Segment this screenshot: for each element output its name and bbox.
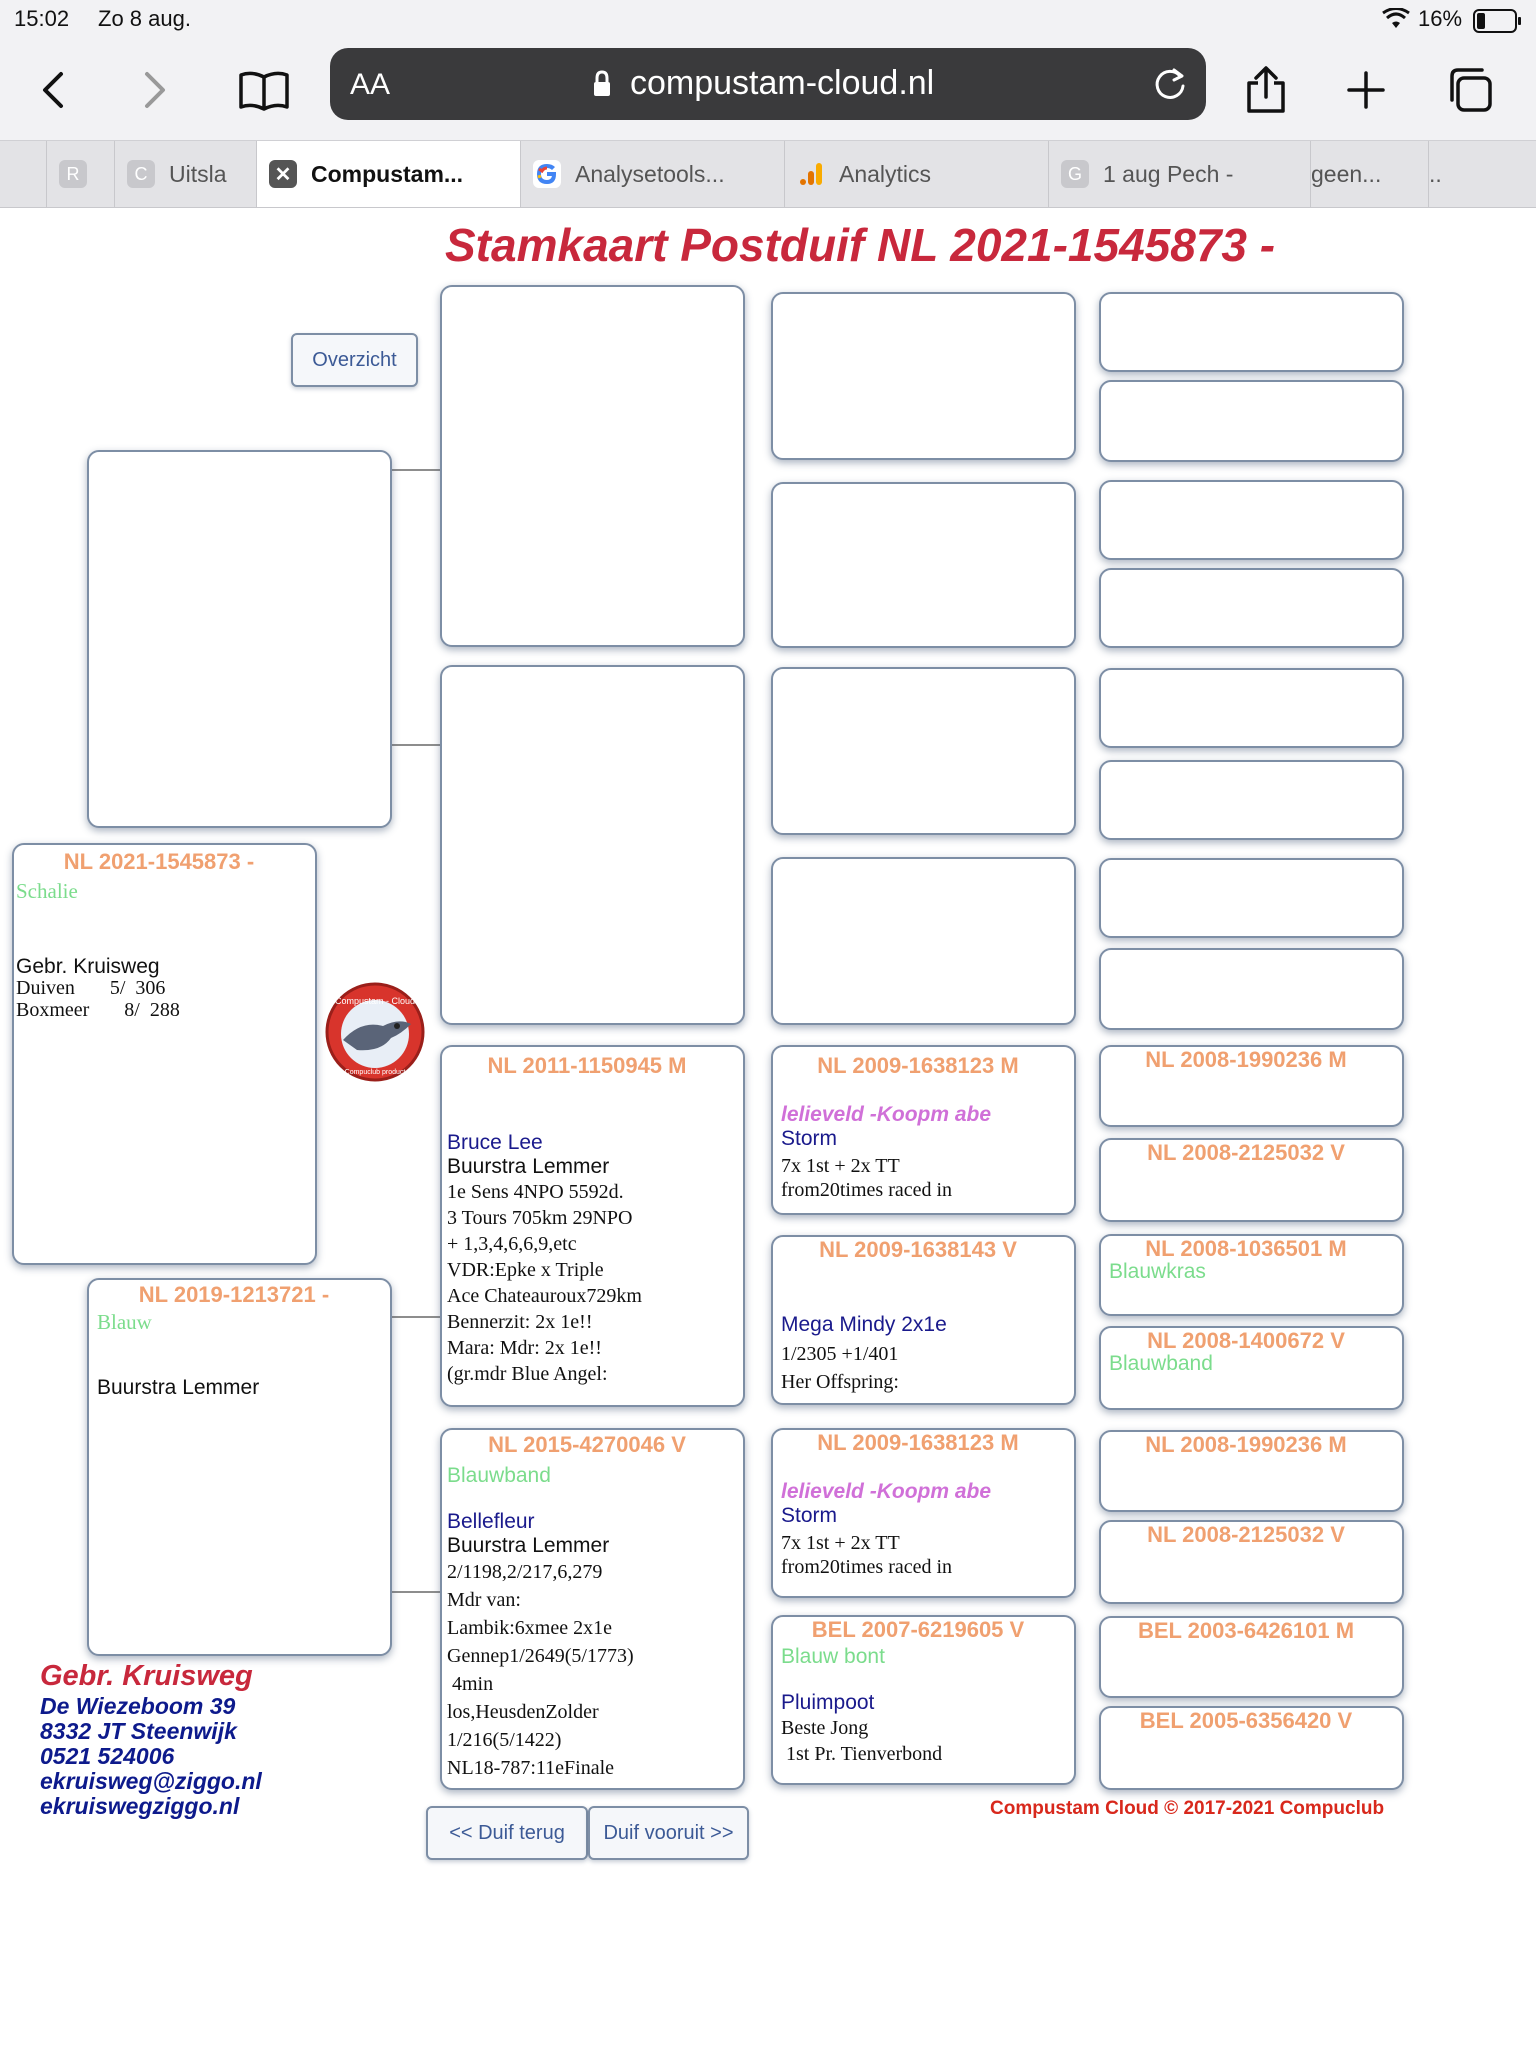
mmf-card[interactable] (771, 1428, 1076, 1598)
gen4-card[interactable] (1099, 568, 1404, 648)
plus-icon (1346, 70, 1386, 110)
connector-line (392, 1591, 440, 1593)
tabs-icon (1446, 66, 1494, 114)
gen4-card[interactable] (1099, 380, 1404, 462)
url-text: compustam-cloud.nl (630, 64, 935, 102)
tab-label: 1 aug Pech - (1103, 160, 1234, 187)
tab-bar (0, 140, 1536, 208)
note-line: Lambik:6xmee 2x1e (447, 1617, 612, 1639)
status-date: Zo 8 aug. (98, 6, 191, 31)
gen4-card[interactable] (1099, 292, 1404, 372)
new-tab-button[interactable] (1334, 58, 1398, 122)
tab-4[interactable] (520, 141, 785, 207)
contact-line: 0521 524006 (40, 1743, 175, 1769)
gen4-ring: BEL 2003-6426101 M (1137, 1618, 1355, 1643)
share-icon (1244, 65, 1288, 115)
chevron-right-icon (139, 70, 169, 110)
tab-8[interactable] (1428, 141, 1536, 207)
gen4-card[interactable] (1099, 1520, 1404, 1604)
wifi-icon (1382, 8, 1410, 36)
note-line: 1/216(5/1422) (447, 1729, 562, 1751)
tab-favicon: R (59, 160, 87, 188)
note-line: Bennerzit: 2x 1e!! (447, 1311, 593, 1333)
tab-7[interactable] (1310, 141, 1429, 207)
gen4-ring: NL 2008-1400672 V (1147, 1328, 1345, 1353)
mmf-name: Storm (781, 1504, 838, 1527)
tab-active[interactable] (256, 141, 521, 207)
note-line: VDR:Epke x Triple (447, 1259, 604, 1281)
tab-1[interactable] (46, 141, 115, 207)
mff-breeder: lelieveld -Koopm abe (781, 1103, 992, 1126)
ffm-card[interactable] (771, 482, 1076, 648)
note-line: (gr.mdr Blue Angel: (447, 1363, 608, 1385)
google-icon (533, 160, 561, 188)
chevron-left-icon (39, 70, 69, 110)
tab-label: .. (1429, 160, 1442, 187)
gen4-ring: BEL 2005-6356420 V (1139, 1708, 1353, 1733)
mmm-name: Pluimpoot (781, 1691, 875, 1714)
note-line: Beste Jong (781, 1717, 869, 1739)
subject-ring: NL 2021-1545873 - (63, 849, 255, 874)
tab-label: Uitsla (169, 160, 227, 187)
footer-copyright: Compustam Cloud © 2017-2021 Compuclub (990, 1798, 1385, 1819)
gen4-card[interactable] (1099, 1326, 1404, 1410)
mother-color: Blauw (97, 1310, 152, 1334)
tab-label: geen... (1311, 160, 1382, 187)
gen4-ring: NL 2008-2125032 V (1147, 1140, 1345, 1165)
fmf-card[interactable] (771, 667, 1076, 835)
bookmarks-button[interactable] (232, 58, 296, 122)
mff-card[interactable] (771, 1045, 1076, 1215)
gen4-card[interactable] (1099, 948, 1404, 1030)
status-bar (0, 0, 1536, 40)
contact-email[interactable]: ekruisweg@ziggo.nl (40, 1768, 262, 1794)
mmm-card[interactable] (771, 1615, 1076, 1785)
battery-percent: 16% (1418, 6, 1463, 31)
note-line: Mara: Mdr: 2x 1e!! (447, 1337, 602, 1359)
back-button[interactable] (22, 58, 86, 122)
lock-icon (592, 70, 612, 103)
note-line: from20times raced in (781, 1556, 953, 1578)
mother-ring: NL 2019-1213721 - (138, 1282, 330, 1307)
mm-owner: Buurstra Lemmer (447, 1534, 610, 1557)
subject-result: Duiven 5/ 306 (16, 977, 166, 999)
tab-label: Compustam... (311, 160, 464, 187)
contact-name: Gebr. Kruisweg (40, 1660, 253, 1692)
note-line: los,HeusdenZolder (447, 1701, 599, 1723)
share-button[interactable] (1234, 58, 1298, 122)
note-line: Gennep1/2649(5/1773) (447, 1645, 634, 1667)
note-line: Her Offspring: (781, 1371, 899, 1393)
reader-button[interactable]: AA (350, 68, 391, 101)
mf-ring: NL 2011-1150945 M (487, 1053, 687, 1078)
gen4-card[interactable] (1099, 1616, 1404, 1698)
next-bird-button[interactable]: Duif vooruit >> (588, 1806, 749, 1860)
note-line: NL18-787:11eFinale (447, 1757, 615, 1779)
forward-button[interactable] (122, 58, 186, 122)
logo-subtext: Compuclub product (344, 1069, 406, 1076)
mf-card[interactable] (440, 1045, 745, 1407)
contact-line: De Wiezeboom 39 (40, 1693, 236, 1719)
mfm-card[interactable] (771, 1235, 1076, 1405)
gen4-ring: NL 2008-1990236 M (1145, 1047, 1347, 1072)
tab-favicon: G (1061, 160, 1089, 188)
page-title: Stamkaart Postduif NL 2021-1545873 - (445, 219, 1276, 271)
tabs-overview-button[interactable] (1438, 58, 1502, 122)
note-line: Mdr van: (447, 1589, 521, 1611)
note-line: 7x 1st + 2x TT (781, 1155, 900, 1177)
book-icon (238, 69, 290, 111)
gen4-card[interactable] (1099, 668, 1404, 748)
mm-name: Bellefleur (447, 1510, 535, 1533)
mm-card[interactable] (440, 1428, 745, 1790)
note-line: Ace Chateauroux729km (447, 1285, 642, 1307)
status-time: 15:02 (14, 6, 70, 31)
note-line: 1/2305 +1/401 (781, 1343, 899, 1365)
tab-6[interactable] (1048, 141, 1311, 207)
gen4-card[interactable] (1099, 1138, 1404, 1222)
mff-ring: NL 2009-1638123 M (817, 1053, 1019, 1078)
tab-label: Analysetools... (575, 160, 725, 187)
tab-2[interactable] (114, 141, 257, 207)
connector-line (392, 1316, 440, 1318)
mm-ring: NL 2015-4270046 V (488, 1432, 686, 1457)
gen4-card[interactable] (1099, 760, 1404, 840)
contact-line: 8332 JT Steenwijk (40, 1718, 237, 1744)
contact-block (40, 1658, 262, 1819)
gen4-color: Blauwband (1109, 1352, 1213, 1375)
mf-owner: Buurstra Lemmer (447, 1155, 610, 1178)
gen4-ring: NL 2008-1036501 M (1145, 1236, 1347, 1261)
mfm-name: Mega Mindy 2x1e (781, 1313, 947, 1336)
mf-notes (447, 1179, 642, 1387)
connector-line (392, 469, 440, 471)
gen4-card[interactable] (1099, 1045, 1404, 1127)
note-line: 1e Sens 4NPO 5592d. (447, 1181, 624, 1203)
note-line: 7x 1st + 2x TT (781, 1532, 900, 1554)
gen4-card[interactable] (1099, 1234, 1404, 1316)
gen4-card[interactable] (1099, 1430, 1404, 1512)
fm-card[interactable] (440, 665, 745, 1025)
note-line: 1st Pr. Tienverbond (781, 1743, 943, 1765)
address-bar[interactable] (330, 48, 1206, 120)
connector-line (392, 744, 440, 746)
logo-text: Compustam - Cloud (334, 996, 416, 1006)
mother-owner: Buurstra Lemmer (97, 1376, 260, 1399)
overview-button[interactable]: Overzicht (291, 333, 418, 387)
contact-line: ekruiswegziggo.nl (40, 1793, 240, 1819)
compustam-logo (321, 982, 429, 1082)
mmm-ring: BEL 2007-6219605 V (811, 1617, 1025, 1642)
subject-card[interactable] (12, 843, 317, 1265)
gen4-card[interactable] (1099, 1706, 1404, 1790)
mm-notes (447, 1558, 634, 1782)
mff-name: Storm (781, 1127, 838, 1150)
gen4-color: Blauwkras (1109, 1260, 1206, 1283)
ff-card[interactable] (440, 285, 745, 647)
note-line: 3 Tours 705km 29NPO (447, 1207, 633, 1229)
gen4-card[interactable] (1099, 858, 1404, 938)
subject-owner: Gebr. Kruisweg (16, 955, 160, 978)
fff-card[interactable] (771, 292, 1076, 460)
reload-icon[interactable] (1152, 66, 1188, 107)
subject-result: Boxmeer 8/ 288 (16, 999, 180, 1021)
mmf-ring: NL 2009-1638123 M (817, 1430, 1019, 1455)
mother-card[interactable] (87, 1278, 392, 1656)
tab-5[interactable] (784, 141, 1049, 207)
mf-name: Bruce Lee (447, 1131, 543, 1154)
tab-label: Analytics (839, 160, 932, 187)
mmm-color: Blauw bont (781, 1645, 885, 1668)
battery-icon (1473, 9, 1523, 39)
father-card[interactable] (87, 450, 392, 828)
gen4-ring: NL 2008-2125032 V (1147, 1522, 1345, 1547)
note-line: 2/1198,2/217,6,279 (447, 1561, 603, 1583)
gen4-ring: NL 2008-1990236 M (1145, 1432, 1347, 1457)
analytics-icon (797, 160, 825, 188)
mfm-ring: NL 2009-1638143 V (819, 1237, 1017, 1262)
browser-toolbar (0, 40, 1536, 140)
mmf-breeder: lelieveld -Koopm abe (781, 1480, 992, 1503)
subject-color: Schalie (16, 879, 78, 903)
prev-bird-button[interactable]: << Duif terug (426, 1806, 588, 1860)
gen4-card[interactable] (1099, 480, 1404, 560)
mm-color: Blauwband (447, 1464, 551, 1487)
fmm-card[interactable] (771, 857, 1076, 1025)
note-line: 4min (447, 1673, 494, 1695)
note-line: + 1,3,4,6,6,9,etc (447, 1233, 577, 1255)
tab-favicon: C (127, 160, 155, 188)
close-tab-icon[interactable]: ✕ (269, 160, 297, 188)
note-line: from20times raced in (781, 1179, 953, 1201)
